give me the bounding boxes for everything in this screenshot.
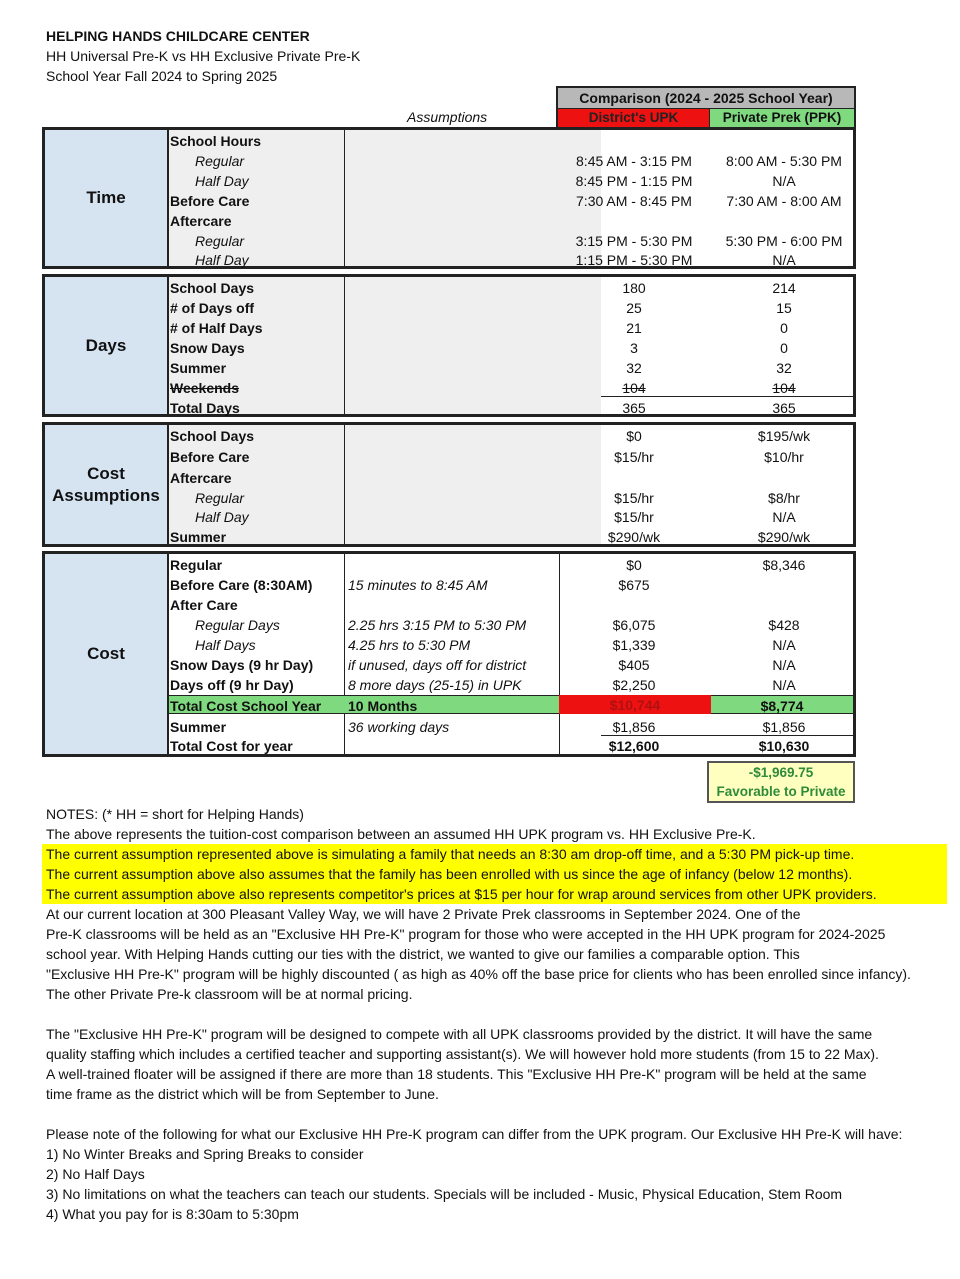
list-item: 1) No Winter Breaks and Spring Breaks to consider xyxy=(46,1146,364,1162)
comparison-title: Comparison (2024 - 2025 School Year) xyxy=(558,88,854,109)
highlighted-note: The current assumption represented above is simulating a family that needs an 8:30 am drop-off time, and a 5:30 PM pick-up time. xyxy=(42,844,947,864)
table-row: Snow Days (9 hr Day) if unused, days off for district $405 N/A xyxy=(170,657,796,673)
table-row: Total Days 365 365 xyxy=(170,400,796,416)
column-header-upk: District's UPK xyxy=(558,109,710,128)
table-row: School Days 180 214 xyxy=(170,280,796,296)
notes-line: quality staffing which includes a certified teacher and supporting assistant(s). We will however hold more students (from 15 to 22 Max). xyxy=(46,1046,879,1062)
table-row: Regular 3:15 PM - 5:30 PM 5:30 PM - 6:00 PM xyxy=(195,233,843,249)
notes-section xyxy=(46,804,946,1224)
notes-line: The "Exclusive HH Pre-K" program will be designed to compete with all UPK classrooms provided by the district. It will have the same xyxy=(46,1026,873,1042)
highlighted-note: The current assumption above also assumes that the family has been enrolled with us since the age of infancy (below 12 months). xyxy=(42,864,947,884)
notes-line: At our current location at 300 Pleasant Valley Way, we will have 2 Private Prek classrooms in September 2024. One of the xyxy=(46,906,801,922)
notes-line: A well-trained floater will be assigned if there are more than 18 students. This "Exclusive HH Pre-K" program will be held at the same xyxy=(46,1066,867,1082)
total-school-year-row: Total Cost School Year 10 Months $10,744 $8,774 xyxy=(169,695,853,714)
notes-line: time frame as the district which will be from September to June. xyxy=(46,1086,439,1102)
table-row: Half Days 4.25 hrs to 5:30 PM $1,339 N/A xyxy=(195,637,796,653)
table-row: Snow Days 3 0 xyxy=(170,340,788,356)
upk-total-highlight: $10,744 xyxy=(559,695,711,714)
table-row: # of Days off 25 15 xyxy=(170,300,792,316)
notes-line: The above represents the tuition-cost comparison between an assumed HH UPK program vs. HH Exclusive Pre-K. xyxy=(46,826,756,842)
notes-line: Pre-K classrooms will be held as an "Exclusive HH Pre-K" program for those who were accepted in the HH UPK program for 2024-2025 xyxy=(46,926,886,942)
table-row: Summer 36 working days $1,856 $1,856 xyxy=(170,719,806,735)
favorable-box xyxy=(707,761,855,803)
table-row: Before Care $15/hr $10/hr xyxy=(170,449,804,465)
table-row: Regular 8:45 AM - 3:15 PM 8:00 AM - 5:30 PM xyxy=(195,153,842,169)
highlighted-note: The current assumption above also represents competitor's prices at $15 per hour for wrap around services from other UPK providers. xyxy=(42,884,947,904)
table-row: # of Half Days 21 0 xyxy=(170,320,788,336)
table-row: Regular $15/hr $8/hr xyxy=(195,490,800,506)
notes-line: "Exclusive HH Pre-K" program will be highly discounted ( as high as 40% off the base price for clients who has been enrolled since infancy). xyxy=(46,966,911,982)
table-row: Regular Days 2.25 hrs 3:15 PM to 5:30 PM $6,075 $428 xyxy=(195,617,800,633)
category-cost: Cost xyxy=(45,554,169,754)
list-item: 3) No limitations on what the teachers can teach our students. Specials will be included - Music, Physical Education, Stem Room xyxy=(46,1186,843,1202)
center-title: HELPING HANDS CHILDCARE CENTER xyxy=(46,28,310,44)
table-row: Before Care 7:30 AM - 8:45 PM 7:30 AM - 8:00 AM xyxy=(170,193,842,209)
table-row: School Hours xyxy=(170,133,262,149)
table-row: Before Care (8:30AM) 15 minutes to 8:45 AM $675 xyxy=(170,577,650,593)
savings-amount: -$1,969.75 xyxy=(748,765,814,780)
category-time: Time xyxy=(45,130,169,266)
assumptions-column-header: Assumptions xyxy=(407,109,488,125)
table-row: Half Day 8:45 PM - 1:15 PM N/A xyxy=(195,173,796,189)
table-row: Half Day $15/hr N/A xyxy=(195,509,796,525)
list-item: 4) What you pay for is 8:30am to 5:30pm xyxy=(46,1206,299,1222)
notes-line: The other Private Pre-k classroom will be at normal pricing. xyxy=(46,986,413,1002)
document-subtitle: HH Universal Pre-K vs HH Exclusive Private Pre-K xyxy=(46,48,361,64)
school-year-period: School Year Fall 2024 to Spring 2025 xyxy=(46,68,278,84)
table-row: Summer 32 32 xyxy=(170,360,792,376)
category-cost-assumptions: Cost Assumptions xyxy=(45,425,169,544)
comparison-header xyxy=(556,86,856,128)
table-row: Summer $290/wk $290/wk xyxy=(170,529,811,545)
table-row: School Days $0 $195/wk xyxy=(170,428,811,444)
document-header xyxy=(46,26,360,86)
category-days: Days xyxy=(45,277,169,414)
column-header-ppk: Private Prek (PPK) xyxy=(710,109,854,128)
days-section xyxy=(42,274,856,417)
table-row: Regular $0 $8,346 xyxy=(170,557,806,573)
cost-section xyxy=(42,551,856,757)
notes-line: school year. With Helping Hands cutting our ties with the district, we wanted to give our families a comparable option. This xyxy=(46,946,800,962)
list-item: 2) No Half Days xyxy=(46,1166,145,1182)
table-row: Aftercare xyxy=(170,213,232,229)
time-section xyxy=(42,127,856,269)
table-row: After Care xyxy=(170,597,238,613)
cost-assumptions-section xyxy=(42,422,856,547)
favorable-label: Favorable to Private xyxy=(716,784,846,799)
notes-intro: NOTES: (* HH = short for Helping Hands) xyxy=(46,806,304,822)
notes-line: Please note of the following for what our Exclusive HH Pre-K program can differ from the UPK program. Our Exclusive HH Pre-K will have: xyxy=(46,1126,903,1142)
table-row: Days off (9 hr Day) 8 more days (25-15) in UPK $2,250 N/A xyxy=(170,677,796,693)
table-row: Aftercare xyxy=(170,470,232,486)
table-row: Total Cost for year $12,600 $10,630 xyxy=(170,738,810,754)
table-row: Half Day 1:15 PM - 5:30 PM N/A xyxy=(195,252,796,268)
table-row: Weekends 104 104 xyxy=(170,380,796,396)
